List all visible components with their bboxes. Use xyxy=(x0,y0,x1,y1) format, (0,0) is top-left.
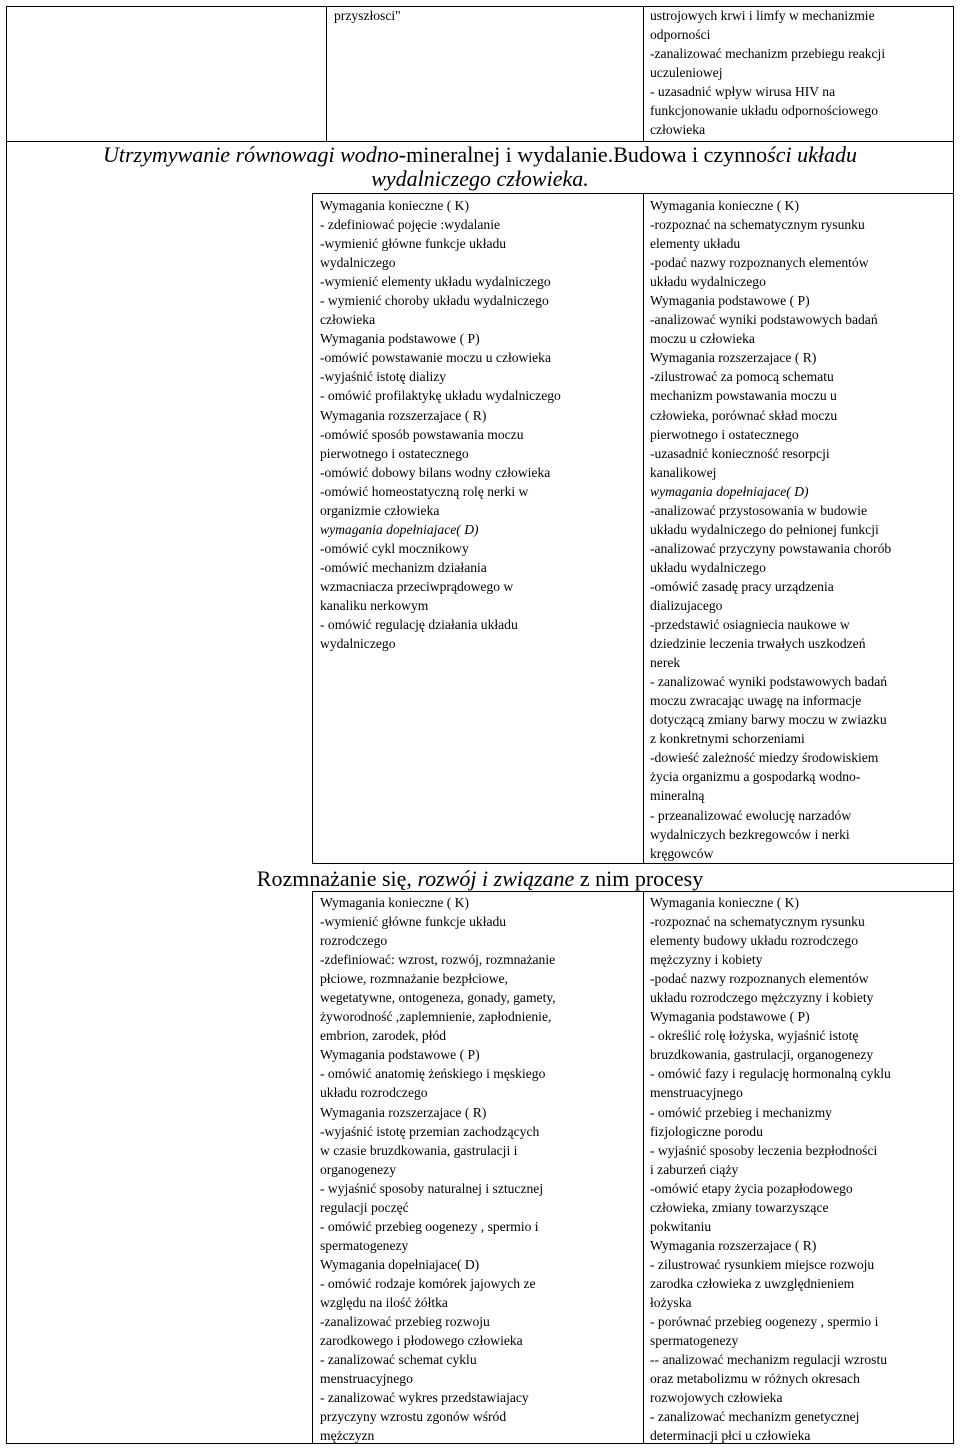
text-line: menstruacyjnego xyxy=(320,1371,413,1387)
text-line: kręgowców xyxy=(650,845,714,861)
text-line: -omówić cykl mocznikowy xyxy=(320,540,469,556)
text-line: -omówić etapy życia pozapłodowego xyxy=(650,1180,853,1196)
text-line: Wymagania podstawowe ( P) xyxy=(320,331,480,347)
text-line: Wymagania rozszerzajace ( R) xyxy=(320,1104,487,1120)
text-line: i zaburzeń ciąży xyxy=(650,1161,739,1177)
text-line: - zanalizować schemat cyklu xyxy=(320,1352,477,1368)
top-left-cell: przyszłosci" xyxy=(334,8,401,23)
text-line: układu wydalniczego xyxy=(650,559,766,575)
text-line: -analizować przystosowania w budowie xyxy=(650,502,868,518)
text-line: człowieka, porównać skład moczu xyxy=(650,407,838,423)
text-line: Wymagania podstawowe ( P) xyxy=(320,1047,480,1063)
text-line: Wymagania podstawowe ( P) xyxy=(650,1009,810,1025)
text-line: -omówić sposób powstawania moczu xyxy=(320,426,524,442)
text-line: -zilustrować za pomocą schematu xyxy=(650,369,834,385)
text-line: -wyjaśnić istotę przemian zachodzących xyxy=(320,1123,540,1139)
divider-s1-top xyxy=(312,193,954,194)
top-right-cell xyxy=(650,6,885,139)
text-line: dziedzinie leczenia trwałych uszkodzeń xyxy=(650,636,866,652)
text-line: względu na ilość żółtka xyxy=(320,1294,448,1310)
text-line: przyczyny wzrostu zgonów wśród xyxy=(320,1409,507,1425)
text-line: - omówić przebieg i mechanizmy xyxy=(650,1104,832,1120)
text-line: Wymagania dopełniajace( D) xyxy=(320,1256,480,1272)
text-line: -podać nazwy rozpoznanych elementów xyxy=(650,255,869,271)
divider-s2-left xyxy=(312,891,313,1444)
text-line: regulacji poczęć xyxy=(320,1199,409,1215)
text-line: -omówić powstawanie moczu u człowieka xyxy=(320,350,552,366)
text-line: Wymagania konieczne ( K) xyxy=(320,895,470,910)
text-line: funkcjonowanie układu odpornościowego xyxy=(650,103,879,119)
text-line: - omówić anatomię żeńskiego i męskiego xyxy=(320,1066,546,1082)
text-line: wymagania dopełniajace( D) xyxy=(320,521,479,537)
text-line: mineralną xyxy=(650,788,705,804)
text-line: uczuleniowej xyxy=(650,65,723,81)
text-line: - omówić przebieg oogenezy , spermio i xyxy=(320,1218,539,1234)
text-line: -wymienić główne funkcje układu xyxy=(320,236,507,252)
text-line: - zanalizować wyniki podstawowych badań xyxy=(650,674,888,690)
text-line: pierwotnego i ostatecznego xyxy=(320,445,469,461)
section2-left-column xyxy=(320,893,556,1445)
text-line: w czasie bruzdkowania, gastrulacji i xyxy=(320,1142,518,1158)
text-line: zarodka człowieka z uwzględnieniem xyxy=(650,1275,855,1291)
text-line: -uzasadnić konieczność resorpcji xyxy=(650,445,830,461)
text-line: płciowe, rozmnażanie bezpłciowe, xyxy=(320,971,508,987)
text-line: łożyska xyxy=(650,1294,692,1310)
divider-top-right xyxy=(643,6,644,141)
text-line: wydalniczych bezkregowców i nerki xyxy=(650,826,850,842)
text-line: zarodkowego i płodowego człowieka xyxy=(320,1333,523,1349)
text-line: mężczyzn xyxy=(320,1428,375,1444)
text-line: mężczyzny i kobiety xyxy=(650,952,763,968)
text-line: spermatogenezy xyxy=(650,1333,739,1349)
text-line: -omówić dobowy bilans wodny człowieka xyxy=(320,464,551,480)
text-line: wegetatywne, ontogeneza, gonady, gamety, xyxy=(320,990,556,1006)
section1-heading: Utrzymywanie równowagi wodno-mineralnej i wydalanie.Budowa i czynności układu xyxy=(102,142,857,167)
text-line: życia organizmu a gospodarką wodno- xyxy=(650,769,861,785)
text-line: -wymienić główne funkcje układu xyxy=(320,914,507,930)
text-line: - zdefiniować pojęcie :wydalanie xyxy=(320,217,501,233)
section1-heading-line2: wydalniczego człowieka. xyxy=(371,166,589,191)
text-line: - porównać przebieg oogenezy , spermio i xyxy=(650,1314,879,1330)
text-line: -rozpoznać na schematycznym rysunku xyxy=(650,914,865,930)
text-line: Wymagania rozszerzajace ( R) xyxy=(650,1237,817,1253)
text-line: -omówić zasadę pracy urządzenia xyxy=(650,578,834,594)
text-line: Wymagania konieczne ( K) xyxy=(320,198,470,213)
text-line: wydalniczego xyxy=(320,255,396,271)
text-line: -zanalizować przebieg rozwoju xyxy=(320,1314,490,1330)
text-line: spermatogenezy xyxy=(320,1237,409,1253)
text-line: pierwotnego i ostatecznego xyxy=(650,426,799,442)
text-line: organizmie człowieka xyxy=(320,502,440,518)
text-line: -- analizować mechanizm regulacji wzrostu xyxy=(650,1352,888,1368)
text-line: -podać nazwy rozpoznanych elementów xyxy=(650,971,869,987)
text-line: determinacji płci u człowieka xyxy=(650,1428,811,1444)
text-line: układu rozrodczego mężczyzny i kobiety xyxy=(650,990,874,1006)
text-line: człowieka xyxy=(650,122,706,138)
text-line: rozrodczego xyxy=(320,933,388,949)
text-line: -wyjaśnić istotę dializy xyxy=(320,369,447,385)
text-line: nerek xyxy=(650,655,681,671)
text-line: -analizować przyczyny powstawania chorób xyxy=(650,540,892,556)
text-line: Wymagania konieczne ( K) xyxy=(650,198,800,213)
text-line: moczu u człowieka xyxy=(650,331,755,347)
text-line: Wymagania konieczne ( K) xyxy=(650,895,800,910)
text-line: -wymienić elementy układu wydalniczego xyxy=(320,274,551,290)
text-line: elementy układu xyxy=(650,236,741,252)
text-line: - przeanalizować ewolucję narzadów xyxy=(650,807,852,823)
text-line: układu wydalniczego do pełnionej funkcji xyxy=(650,521,879,537)
divider-s1-bottom xyxy=(312,863,954,864)
divider-s1-left xyxy=(312,193,313,863)
text-line: z konkretnymi schorzeniami xyxy=(650,731,805,747)
divider-s2-mid xyxy=(643,891,644,1444)
text-line: - omówić regulację działania układu xyxy=(320,617,518,633)
text-line: organogenezy xyxy=(320,1161,396,1177)
text-line: menstruacyjnego xyxy=(650,1085,743,1101)
text-line: dializujacego xyxy=(650,597,723,613)
section2-heading: Rozmnażanie się, rozwój i związane z nim procesy xyxy=(256,866,704,891)
divider-top-left xyxy=(326,6,327,141)
text-line: wzmacniacza przeciwprądowego w xyxy=(320,578,514,594)
text-line: - określić rolę łożyska, wyjaśnić istotę xyxy=(650,1028,859,1044)
text-line: oraz metabolizmu w różnych okresach xyxy=(650,1371,860,1387)
text-line: żyworodność ,zaplemnienie, zapłodnienie, xyxy=(320,1009,552,1025)
text-line: -dowieść zależność miedzy środowiskiem xyxy=(650,750,879,766)
text-line: ustrojowych krwi i limfy w mechanizmie xyxy=(650,8,875,23)
text-line: bruzdkowania, gastrulacji, organogenezy xyxy=(650,1047,874,1063)
text-line: odporności xyxy=(650,27,711,43)
text-line: -omówić homeostatyczną rolę nerki w xyxy=(320,483,529,499)
text-line: kanaliku nerkowym xyxy=(320,597,429,613)
text-line: - uzasadnić wpływ wirusa HIV na xyxy=(650,84,836,100)
text-line: - omówić rodzaje komórek jajowych ze xyxy=(320,1275,536,1291)
text-line: układu rozrodczego xyxy=(320,1085,428,1101)
text-line: -przedstawić osiagniecia naukowe w xyxy=(650,617,850,633)
section1-right-column xyxy=(650,196,891,863)
text-line: elementy budowy układu rozrodczego xyxy=(650,933,858,949)
text-line: mechanizm powstawania moczu u xyxy=(650,388,837,404)
text-line: człowieka, zmiany towarzyszące xyxy=(650,1199,829,1215)
text-line: - zanalizować wykres przedstawiajacy xyxy=(320,1390,529,1406)
text-line: - wyjaśnić sposoby naturalnej i sztucznej xyxy=(320,1180,544,1196)
text-line: Wymagania rozszerzajace ( R) xyxy=(650,350,817,366)
text-line: Wymagania rozszerzajace ( R) xyxy=(320,407,487,423)
text-line: układu wydalniczego xyxy=(650,274,766,290)
text-line: - omówić fazy i regulację hormonalną cyklu xyxy=(650,1066,891,1082)
text-line: wymagania dopełniajace( D) xyxy=(650,483,809,499)
text-line: -rozpoznać na schematycznym rysunku xyxy=(650,217,865,233)
divider-s1-mid xyxy=(643,193,644,863)
text-line: -zanalizować mechanizm przebiegu reakcji xyxy=(650,46,886,62)
text-line: pokwitaniu xyxy=(650,1218,712,1234)
text-line: człowieka xyxy=(320,312,376,328)
text-line: Wymagania podstawowe ( P) xyxy=(650,293,810,309)
text-line: moczu zwracając uwagę na informacje xyxy=(650,693,862,709)
text-line: dotyczącą zmiany barwy moczu w zwiazku xyxy=(650,712,887,728)
text-line: - zanalizować mechanizm genetycznej xyxy=(650,1409,860,1425)
text-line: fizjologiczne porodu xyxy=(650,1123,763,1139)
text-line: wydalniczego xyxy=(320,636,396,652)
text-line: - wyjaśnić sposoby leczenia bezpłodności xyxy=(650,1142,878,1158)
text-line: rozwojowych człowieka xyxy=(650,1390,783,1406)
text-line: -analizować wyniki podstawowych badań xyxy=(650,312,878,328)
section1-left-column xyxy=(320,196,561,653)
text-line: kanalikowej xyxy=(650,464,717,480)
text-line: - zilustrować rysunkiem miejsce rozwoju xyxy=(650,1256,875,1272)
text-line: - omówić profilaktykę układu wydalniczego xyxy=(320,388,561,404)
text-line: - wymienić choroby układu wydalniczego xyxy=(320,293,549,309)
text-line: -zdefiniować: wzrost, rozwój, rozmnażanie xyxy=(320,952,556,968)
section2-right-column xyxy=(650,893,891,1445)
text-line: -omówić mechanizm działania xyxy=(320,559,487,575)
text-line: embrion, zarodek, płód xyxy=(320,1028,447,1044)
